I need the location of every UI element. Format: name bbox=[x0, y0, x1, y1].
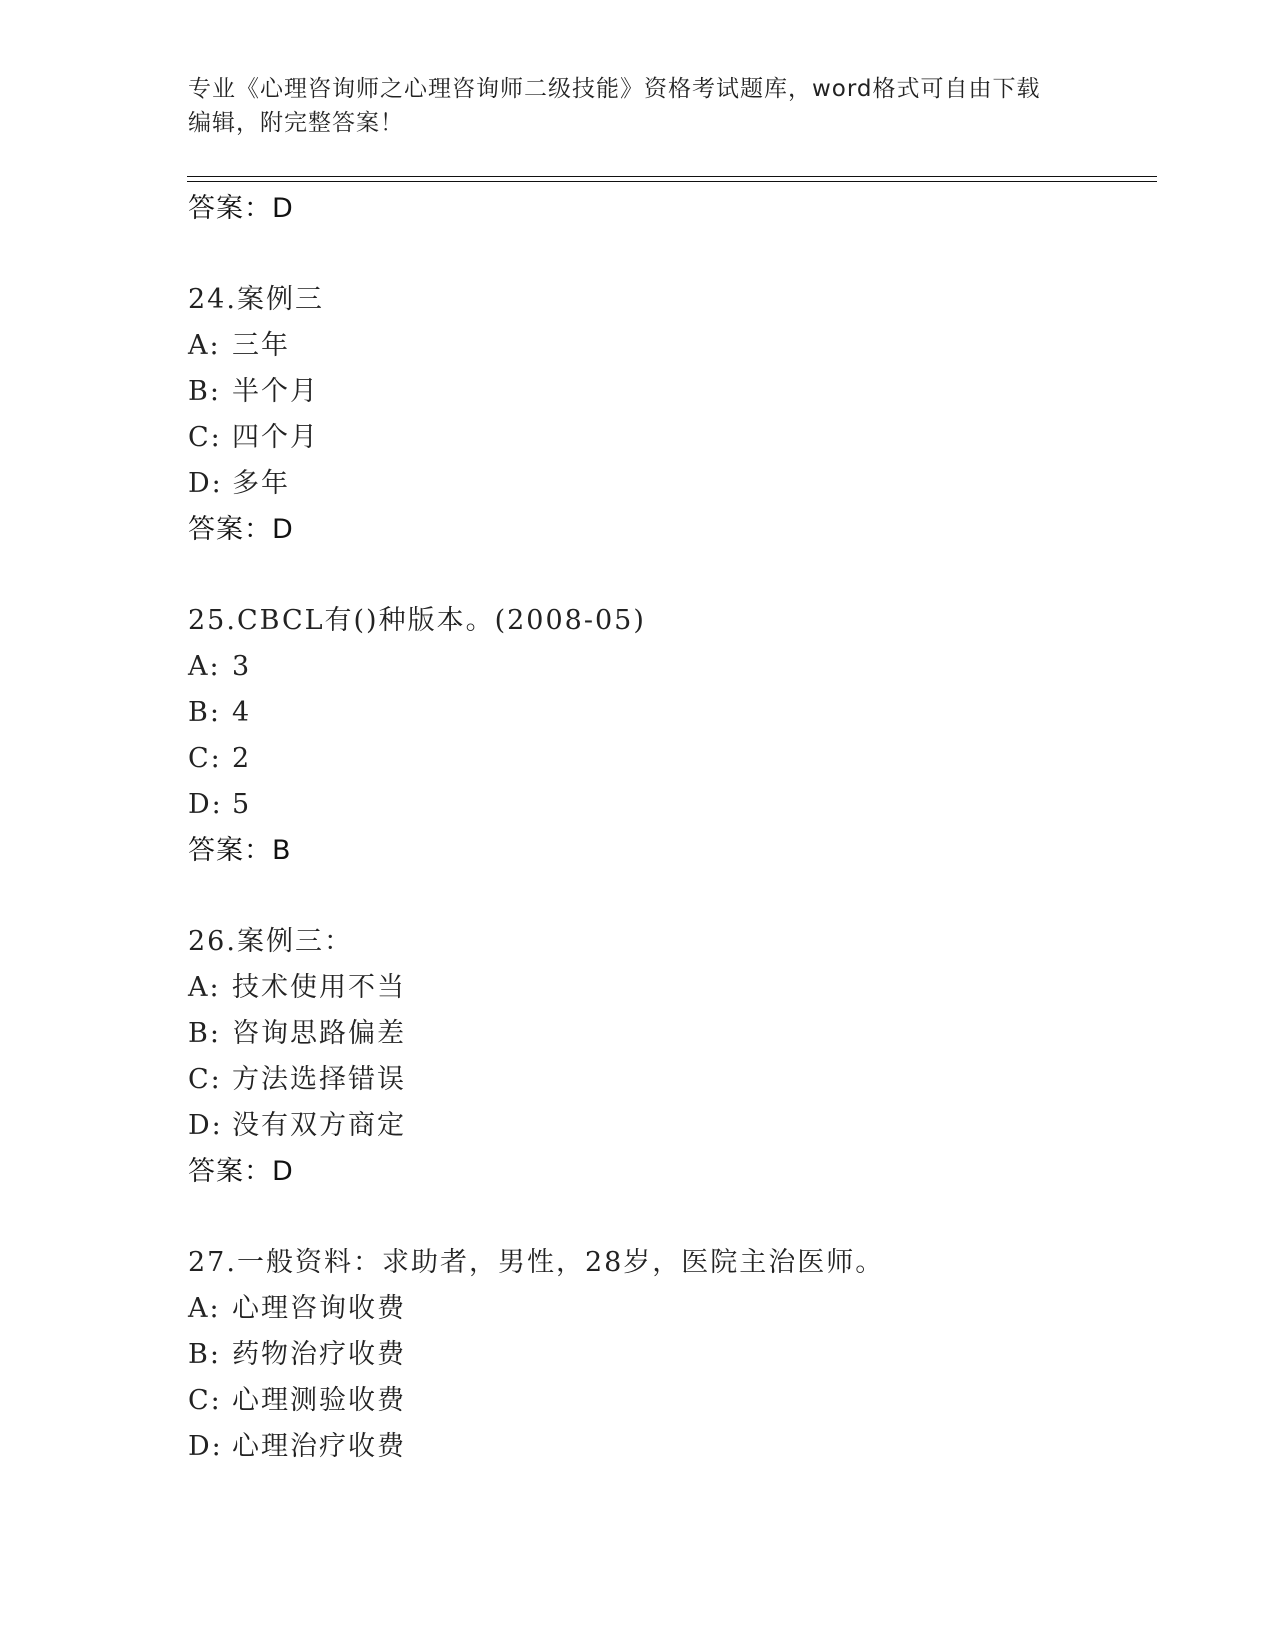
question-title: 27.一般资料：求助者，男性，28岁，医院主治医师。 bbox=[188, 1247, 885, 1278]
answer-line: 答案：D bbox=[188, 193, 294, 224]
header-line-1: 专业《心理咨询师之心理咨询师二级技能》资格考试题库，word格式可自由下载 bbox=[188, 76, 1041, 102]
option-text: 心理测验收费 bbox=[232, 1385, 406, 1416]
option-d bbox=[188, 1103, 1148, 1149]
option-text: 5 bbox=[232, 789, 252, 820]
option-key: D: bbox=[188, 1431, 223, 1462]
option-key: D: bbox=[188, 789, 223, 820]
option-text: 半个月 bbox=[232, 376, 319, 407]
option-d bbox=[188, 782, 1148, 828]
option-key: C: bbox=[188, 1385, 222, 1416]
option-text: 药物治疗收费 bbox=[232, 1339, 406, 1370]
question-block bbox=[188, 1240, 1148, 1470]
document-header bbox=[188, 72, 1068, 140]
option-b bbox=[188, 369, 1148, 415]
option-b bbox=[188, 1332, 1148, 1378]
option-text: 多年 bbox=[232, 468, 290, 499]
option-b bbox=[188, 690, 1148, 736]
option-text: 心理咨询收费 bbox=[232, 1293, 406, 1324]
question-list bbox=[188, 186, 1148, 1470]
option-text: 没有双方商定 bbox=[232, 1110, 406, 1141]
option-key: C: bbox=[188, 743, 222, 774]
option-key: B: bbox=[188, 1018, 221, 1049]
option-b bbox=[188, 1011, 1148, 1057]
option-a bbox=[188, 1286, 1148, 1332]
option-c bbox=[188, 736, 1148, 782]
question-title: 24.案例三 bbox=[188, 284, 324, 315]
option-text: 方法选择错误 bbox=[232, 1064, 406, 1095]
option-key: A: bbox=[188, 1293, 221, 1324]
option-text: 技术使用不当 bbox=[232, 972, 406, 1003]
option-text: 4 bbox=[232, 697, 252, 728]
option-c bbox=[188, 1057, 1148, 1103]
question-title: 26.案例三： bbox=[188, 926, 353, 957]
option-c bbox=[188, 1378, 1148, 1424]
option-a bbox=[188, 965, 1148, 1011]
option-key: D: bbox=[188, 1110, 223, 1141]
option-text: 三年 bbox=[232, 330, 290, 361]
header-line-2: 编辑，附完整答案！ bbox=[188, 110, 404, 136]
option-key: A: bbox=[188, 330, 221, 361]
question-title: 25.CBCL有()种版本。(2008-05) bbox=[188, 605, 646, 636]
answer-line: 答案：D bbox=[188, 1156, 294, 1187]
question-block bbox=[188, 598, 1148, 874]
option-key: C: bbox=[188, 1064, 222, 1095]
question-block bbox=[188, 919, 1148, 1195]
option-key: D: bbox=[188, 468, 223, 499]
option-key: A: bbox=[188, 972, 221, 1003]
option-text: 四个月 bbox=[232, 422, 319, 453]
header-divider-top bbox=[187, 176, 1157, 177]
option-key: B: bbox=[188, 376, 221, 407]
option-text: 3 bbox=[232, 651, 252, 682]
option-key: C: bbox=[188, 422, 222, 453]
option-a bbox=[188, 323, 1148, 369]
header-divider-bottom bbox=[187, 181, 1157, 182]
question-block bbox=[188, 277, 1148, 553]
option-d bbox=[188, 461, 1148, 507]
answer-line: 答案：D bbox=[188, 514, 294, 545]
option-text: 心理治疗收费 bbox=[232, 1431, 406, 1462]
option-c bbox=[188, 415, 1148, 461]
option-text: 2 bbox=[232, 743, 252, 774]
option-a bbox=[188, 644, 1148, 690]
answer-line: 答案：B bbox=[188, 835, 292, 866]
option-key: A: bbox=[188, 651, 221, 682]
option-key: B: bbox=[188, 697, 221, 728]
option-d bbox=[188, 1424, 1148, 1470]
option-key: B: bbox=[188, 1339, 221, 1370]
option-text: 咨询思路偏差 bbox=[232, 1018, 406, 1049]
